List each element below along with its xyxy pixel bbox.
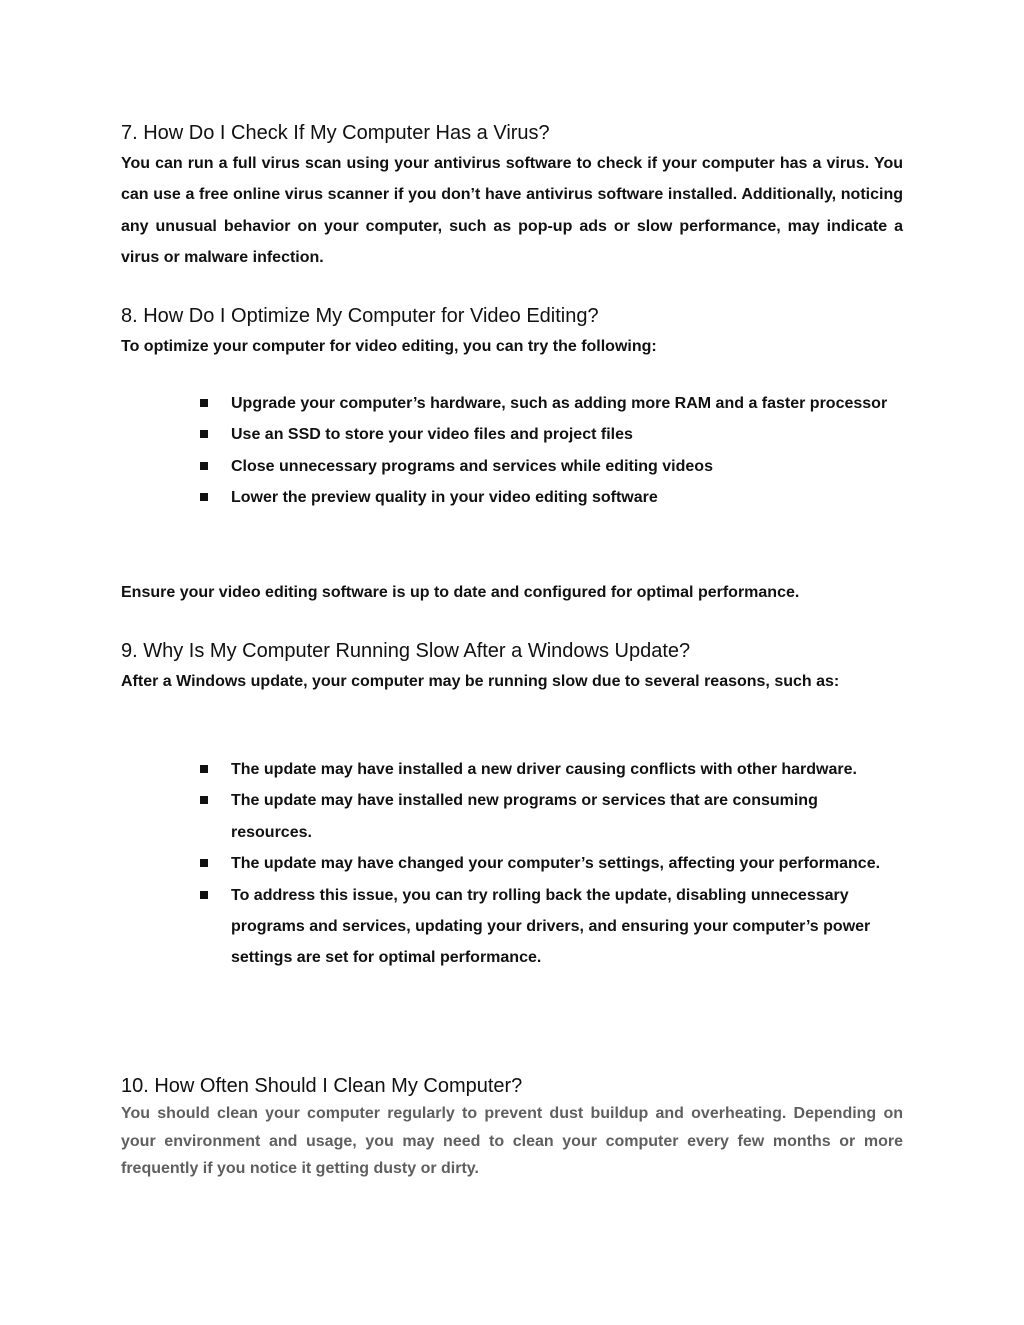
section-intro: After a Windows update, your computer may be running slow due to several reasons, such as: xyxy=(121,673,840,690)
bullet-list-section-8 xyxy=(200,388,890,514)
faq-section-9 xyxy=(121,638,903,697)
section-heading: 10. How Often Should I Clean My Computer? xyxy=(121,1075,523,1097)
faq-section-8 xyxy=(121,303,903,362)
section-heading: 9. Why Is My Computer Running Slow After a Windows Update? xyxy=(121,640,691,662)
square-bullet-icon xyxy=(200,399,208,407)
square-bullet-icon xyxy=(200,859,208,867)
list-item-text: The update may have installed a new driver causing conflicts with other hardware. xyxy=(231,761,857,778)
list-item xyxy=(200,451,890,482)
list-item xyxy=(200,388,890,419)
list-item-text: Lower the preview quality in your video editing software xyxy=(231,489,658,507)
list-item xyxy=(200,880,890,974)
list-item xyxy=(200,848,890,879)
square-bullet-icon xyxy=(200,430,208,438)
square-bullet-icon xyxy=(200,765,208,773)
section-heading: 7. How Do I Check If My Computer Has a Virus? xyxy=(121,122,550,144)
square-bullet-icon xyxy=(200,796,208,804)
list-item-text: Use an SSD to store your video files and project files xyxy=(231,426,633,444)
section-intro: To optimize your computer for video editing, you can try the following: xyxy=(121,338,657,355)
list-item-text: To address this issue, you can try rolling back the update, disabling unnecessary programs and services, updating your drivers, and ensuring your computer’s power settings are set for optimal performance. xyxy=(231,886,871,967)
list-item-text: Upgrade your computer’s hardware, such as adding more RAM and a faster processor xyxy=(231,395,888,412)
list-item xyxy=(200,754,890,785)
faq-section-10 xyxy=(121,1073,903,1183)
square-bullet-icon xyxy=(200,891,208,899)
section-paragraph: You should clean your computer regularly to prevent dust buildup and overheating. Depending on your environment and usage, you may need to clean your computer every few months or more frequently if you notice it getting dusty or dirty. xyxy=(121,1105,903,1178)
list-item xyxy=(200,419,890,450)
section-heading: 8. How Do I Optimize My Computer for Video Editing? xyxy=(121,305,599,327)
list-item-text: The update may have installed new programs or services that are consuming resources. xyxy=(231,792,818,841)
list-item xyxy=(200,482,890,513)
section-closing: Ensure your video editing software is up to date and configured for optimal performance. xyxy=(121,584,800,601)
section-paragraph: You can run a full virus scan using your antivirus software to check if your computer has a virus. You can use a free online virus scanner if you don’t have antivirus software installed. Additionally, noticing any unusual behavior on your computer, such as pop-up ads or slow performance, may indicate a virus or malware infection. xyxy=(121,155,903,267)
list-item-text: Close unnecessary programs and services while editing videos xyxy=(231,457,713,475)
list-item-text: The update may have changed your computer’s settings, affecting your performance. xyxy=(231,855,881,873)
bullet-list-section-9 xyxy=(200,754,890,974)
square-bullet-icon xyxy=(200,462,208,470)
list-item xyxy=(200,785,890,848)
section-8-closing-block xyxy=(121,577,903,608)
square-bullet-icon xyxy=(200,493,208,501)
faq-section-7 xyxy=(121,120,903,274)
